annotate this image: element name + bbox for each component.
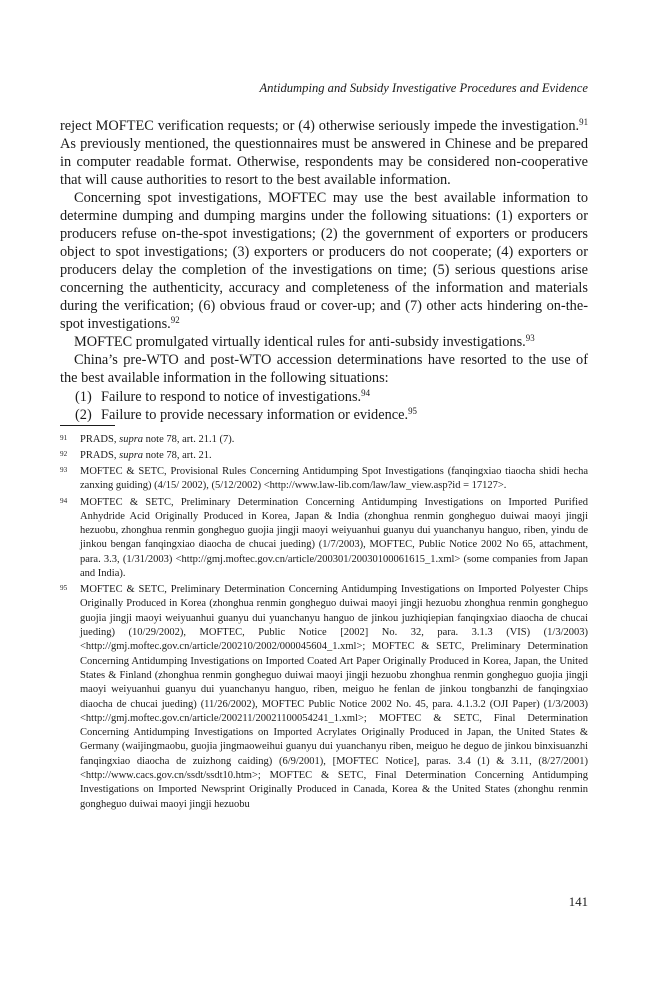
footnote-91 (60, 433, 588, 447)
footnote-92 (60, 449, 588, 463)
footnote-text-b: note 78, art. 21.1 (7). (143, 434, 235, 445)
footnote-number: 93 (60, 466, 68, 475)
paragraph-1 (60, 117, 588, 189)
paragraph-2 (60, 189, 588, 333)
list-item (60, 406, 588, 424)
footnote-ref-91[interactable]: 91 (579, 117, 588, 128)
paragraph-1-text-b: As previously mentioned, the questionnaires must be answered in Chinese and be prepared in computer readable format. Otherwise, respondents may be considered non-cooperative that will cause authorities to resort to the best available information. (60, 136, 588, 188)
footnotes (60, 433, 588, 814)
list-item (60, 388, 588, 406)
list-item-text: Failure to provide necessary information or evidence. (101, 407, 409, 423)
footnote-number: 92 (60, 450, 68, 459)
footnote-ref-92[interactable]: 92 (170, 315, 180, 326)
running-head: Antidumping and Subsidy Investigative Procedures and Evidence (259, 81, 588, 95)
paragraph-4 (60, 351, 588, 387)
footnote-text (80, 449, 588, 463)
footnote-number: 95 (60, 584, 68, 593)
footnote-separator (60, 425, 115, 426)
footnote-text-a: PRADS, (80, 434, 120, 445)
list-item-number: (2) (75, 407, 92, 423)
footnote-italic: supra (119, 450, 144, 462)
page-number: 141 (568, 895, 588, 909)
footnote-text: MOFTEC & SETC, Preliminary Determination Concerning Antidumping Investigations on Imported Purified Anhydride Acid Originally Produced in Korea, Japan & India (zhonghua renmin gongheguo duiwai maoyi jingji hezuobu, zhonghua renmin gongheguo guojia jingji maoyi weiyuanhui guanyu dui yuanchanyu hanguo, riben, yindu de jinkou bengan fanqingxiao diaocha de chucai jueding) (1/7/2003), MOFTEC, Public Notice 2002 No 65, attachment, para. 3.3, (1/31/2003) <http://gmj.moftec.gov.cn/article/200301/20030100061615_1.xml> (some companies from Japan and India). (80, 496, 588, 580)
footnote-text-b: note 78, art. 21. (143, 450, 212, 462)
paragraph-1-text-a: reject MOFTEC verification requests; or (4) otherwise seriously impede the investigation. (60, 118, 580, 134)
footnote-italic: supra (119, 434, 144, 445)
footnote-text-a: PRADS, (80, 450, 120, 462)
list-item-number: (1) (75, 389, 92, 405)
paragraph-3 (60, 333, 588, 351)
footnote-94 (60, 496, 588, 582)
footnote-ref-93[interactable]: 93 (525, 333, 535, 344)
footnote-ref-95[interactable]: 95 (408, 406, 417, 417)
footnote-number: 94 (60, 496, 68, 505)
paragraph-3-text: MOFTEC promulgated virtually identical rules for anti-subsidy investigations. (74, 334, 526, 350)
footnote-ref-94[interactable]: 94 (361, 388, 371, 399)
footnote-95 (60, 583, 588, 812)
situations-list (60, 388, 588, 424)
main-text (60, 117, 588, 424)
paragraph-2-text: Concerning spot investigations, MOFTEC may use the best available information to determine dumping and dumping margins under the following situations: (1) exporters or producers refuse on-the-spot investigations; (2) the government of exporters or producers object to spot investigations; (3) exporters or producers do not cooperate; (4) exporters or producers delay the completion of the investigations on time; (5) serious questions arise concerning the authenticity, accuracy and completeness of the information and materials during the verification; (6) obvious fraud or cover-up; and (7) other acts hindering on-the-spot investigations. (60, 190, 588, 332)
footnote-93 (60, 465, 588, 494)
footnote-text: MOFTEC & SETC, Provisional Rules Concerning Antidumping Spot Investigations (fanqingxiao tiaocha shidi hecha zanxing guiding) (4/15/ 2002), (5/12/2002) <http://www.law-lib.com/law/law_view.asp?id = 17127>. (80, 466, 588, 492)
list-item-text: Failure to respond to notice of investigations. (101, 389, 362, 405)
footnote-text (80, 433, 588, 447)
footnote-text: MOFTEC & SETC, Preliminary Determination Concerning Antidumping Investigations on Imported Polyester Chips Originally Produced in Korea (zhonghua renmin gongheguo duiwai maoyi jingji hezuobu zhonghua renmin gongheguo guojia jingji maoyi weiyuanhui guanyu dui yuanchanyu hanguo de jinkou juzhiqiepian fanqingxiao diaocha de chucai jueding) (10/29/2002), MOFTEC, Public Notice [2002] No. 32, para. 3.1.3 (VIS) (1/3/2003) <http://gmj.moftec.gov.cn/article/200210/2002/000045604_1.xml>; MOFTEC & SETC, Preliminary Determination Concerning Antidumping Investigations on Imported Coated Art Paper Originally Produced in Korea, Japan, the United States & Finland (zhonghua renmin gongheguo duiwai maoyi jingji hezuobu zhonghua renmin gongheguo guojia jingji maoyi weiyuanhui guanyu dui yuanchanyu hanguo, riben, meiguo he fenlan de jinkou tongbanzhi de fanqingxiao diaocha de chucai jueding) (11/26/2002), MOFTEC Public Notice 2002 No. 45, para. 4.1.3.2 (OJI Paper) (1/3/2003) <http://gmj.moftec.gov.cn/article/200211/20021100054241_1.xml>; MOFTEC & SETC, Final Determination Concerning Antidumping Investigations on Imported Acrylates Originally Produced in Japan, the United States & Germany (waijingmaobu, guojia jingmaoweihui guanyu dui yuanchanyu riben, meiguo he deguo de jinkou binxisuanzhi fanqingxiao diaocha de zuizhong caiding) (6/9/2001), [MOFTEC Notice], paras. 3.4 (1) & 3.11, (8/27/2001) <http://www.cacs.gov.cn/ssdt/ssdt10.htm>; MOFTEC & SETC, Final Determination Concerning Antidumping Investigations on Imported Newsprint Originally Produced in Canada, Korea & the United States (zhonghu renmin gongheguo duiwai maoyi jingji hezuobu (80, 584, 588, 810)
paragraph-4-text: China’s pre-WTO and post-WTO accession determinations have resorted to the use of the best available information in the following situations: (60, 352, 588, 386)
footnote-number: 91 (60, 434, 68, 442)
